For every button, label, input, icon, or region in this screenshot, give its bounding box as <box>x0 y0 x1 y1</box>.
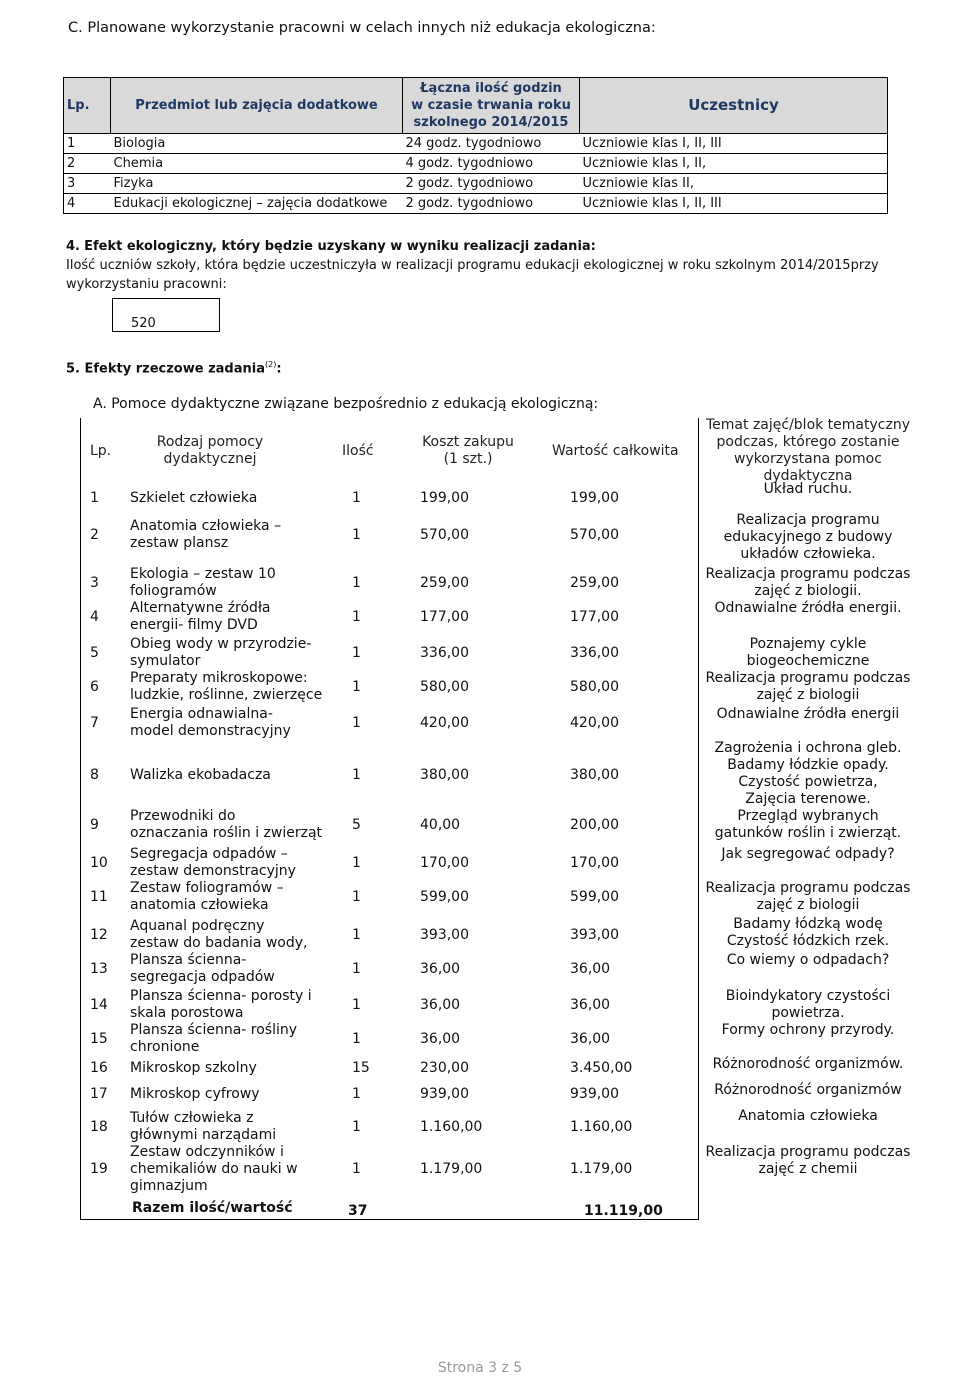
table1-cell-participants: Uczniowie klas I, II, <box>580 154 888 174</box>
row-topic-line: Badamy łódzką wodę <box>733 916 883 932</box>
row-topic-line: Odnawialne źródła energii. <box>714 600 902 616</box>
section-5-colon: : <box>276 361 282 377</box>
row-unit-cost: 177,00 <box>420 608 469 625</box>
section-4-number: 4. <box>66 239 80 254</box>
row-topic <box>698 636 918 670</box>
row-qty: 1 <box>352 767 361 783</box>
row-aid-name: Preparaty mikroskopowe: <box>130 670 308 686</box>
row-aid-name: Tułów człowieka z <box>130 1110 254 1126</box>
row-topic-line: Różnorodność organizmów. <box>712 1056 904 1072</box>
row-total-value: 36,00 <box>570 960 611 977</box>
row-aid-name: chronione <box>130 1039 200 1055</box>
row-total-value: 259,00 <box>570 574 619 591</box>
row-topic-line: zajęć z biologii. <box>754 583 862 599</box>
table1-row <box>64 134 888 154</box>
row-topic-line: Anatomia człowieka <box>738 1108 878 1124</box>
table1-cell-hours: 2 godz. tygodniowo <box>403 194 580 214</box>
row-total-value: 336,00 <box>570 644 619 661</box>
row-total-value: 3.450,00 <box>570 1060 633 1076</box>
row-total-value: 36,00 <box>570 1030 611 1047</box>
col-hours-line2: w czasie trwania roku <box>411 98 571 113</box>
row-lp: 1 <box>90 490 99 506</box>
row-lp: 12 <box>90 926 108 943</box>
t2-header-topic <box>698 417 918 485</box>
row-topic <box>698 670 918 704</box>
row-unit-cost: 570,00 <box>420 526 469 543</box>
t2-header-type-line1: Rodzaj pomocy <box>156 434 264 450</box>
total-label: Razem ilość/wartość <box>132 1200 293 1216</box>
row-lp: 2 <box>90 526 99 543</box>
row-aid-name: oznaczania roślin i zwierząt <box>130 825 323 841</box>
row-topic-line: Czystość powietrza, <box>738 774 878 790</box>
row-topic <box>698 952 918 969</box>
row-aid-name: Mikroskop cyfrowy <box>130 1086 260 1102</box>
row-qty: 5 <box>352 816 361 833</box>
row-lp: 19 <box>90 1161 108 1177</box>
row-lp: 11 <box>90 888 108 905</box>
row-total-value: 177,00 <box>570 608 619 625</box>
row-topic <box>698 1022 918 1039</box>
row-qty: 1 <box>352 526 361 543</box>
row-unit-cost: 599,00 <box>420 888 469 905</box>
row-topic <box>698 600 918 617</box>
row-total-value: 1.179,00 <box>570 1161 633 1177</box>
section-5-title: 5. Efekty rzeczowe zadania <box>66 361 265 377</box>
row-qty: 1 <box>352 926 361 943</box>
row-unit-cost: 199,00 <box>420 490 469 506</box>
table1-cell-hours: 2 godz. tygodniowo <box>403 174 580 194</box>
row-qty: 1 <box>352 960 361 977</box>
row-total-value: 420,00 <box>570 714 619 731</box>
row-aid-name: Zestaw foliogramów – <box>130 880 284 896</box>
row-aid-name: Ekologia – zestaw 10 <box>130 566 276 582</box>
col-hours <box>403 78 580 134</box>
row-unit-cost: 580,00 <box>420 678 469 695</box>
row-topic-line: edukacyjnego z budowy <box>723 529 893 545</box>
col-subject: Przedmiot lub zajęcia dodatkowe <box>111 78 403 134</box>
row-aid-name: foliogramów <box>130 583 217 599</box>
row-unit-cost: 170,00 <box>420 854 469 871</box>
row-lp: 17 <box>90 1086 108 1102</box>
row-aid-name: energii- filmy DVD <box>130 617 258 633</box>
row-unit-cost: 259,00 <box>420 574 469 591</box>
table1-cell-subject: Edukacji ekologicznej – zajęcia dodatkowe <box>111 194 403 214</box>
student-count-box <box>112 298 220 332</box>
row-aid-name: Energia odnawialna- <box>130 706 273 722</box>
row-aid-name: Alternatywne źródła <box>130 600 271 616</box>
row-topic-line: Formy ochrony przyrody. <box>721 1022 895 1038</box>
t2-header-topic-line4: dydaktyczna <box>763 468 853 484</box>
row-total-value: 599,00 <box>570 888 619 905</box>
section-4-line2: wykorzystaniu pracowni: <box>66 277 227 292</box>
row-aid-name: chemikaliów do nauki w <box>130 1161 298 1177</box>
table1-cell-lp: 3 <box>64 174 111 194</box>
row-topic-line: Przegląd wybranych <box>737 808 879 824</box>
row-qty: 1 <box>352 608 361 625</box>
row-aid-name: Mikroskop szkolny <box>130 1060 257 1076</box>
section-4 <box>66 237 906 294</box>
table1-row <box>64 154 888 174</box>
row-aid-name: skala porostowa <box>130 1005 244 1021</box>
row-aid-name: Plansza ścienna- <box>130 952 247 968</box>
row-total-value: 939,00 <box>570 1086 619 1102</box>
row-qty: 1 <box>352 888 361 905</box>
row-topic-line: Czystość łódzkich rzek. <box>726 933 890 949</box>
row-qty: 1 <box>352 996 361 1013</box>
row-unit-cost: 336,00 <box>420 644 469 661</box>
row-unit-cost: 939,00 <box>420 1086 469 1102</box>
row-lp: 18 <box>90 1118 108 1135</box>
row-topic <box>698 988 918 1022</box>
row-qty: 1 <box>352 678 361 695</box>
t2-header-topic-line2: podczas, którego zostanie <box>716 434 900 450</box>
section-5-footnote: (2) <box>264 360 277 369</box>
row-aid-name: Plansza ścienna- rośliny <box>130 1022 298 1038</box>
row-aid-name: Obieg wody w przyrodzie- <box>130 636 312 652</box>
row-topic-line: gatunków roślin i zwierząt. <box>714 825 902 841</box>
row-topic-line: Realizacja programu podczas <box>705 566 911 582</box>
row-unit-cost: 380,00 <box>420 767 469 783</box>
table1-cell-hours: 4 godz. tygodniowo <box>403 154 580 174</box>
row-unit-cost: 1.179,00 <box>420 1161 483 1177</box>
row-topic <box>698 1056 918 1073</box>
row-topic <box>698 880 918 914</box>
col-participants: Uczestnicy <box>580 78 888 134</box>
t2-header-type <box>140 434 280 468</box>
row-aid-name: zestaw do badania wody, <box>130 935 308 951</box>
row-aid-name: segregacja odpadów <box>130 969 275 985</box>
table1-cell-lp: 4 <box>64 194 111 214</box>
section-c-title: C. Planowane wykorzystanie pracowni w celach innych niż edukacja ekologiczna: <box>68 20 656 36</box>
row-topic-line: powietrza. <box>771 1005 845 1021</box>
row-unit-cost: 36,00 <box>420 1030 461 1047</box>
row-qty: 1 <box>352 490 361 506</box>
row-topic <box>698 846 918 863</box>
row-topic-line: Realizacja programu podczas <box>705 670 911 686</box>
row-topic-line: Badamy łódzkie opady. <box>727 757 889 773</box>
row-total-value: 170,00 <box>570 854 619 871</box>
row-lp: 15 <box>90 1030 108 1047</box>
table1-cell-hours: 24 godz. tygodniowo <box>403 134 580 154</box>
row-topic-line: Różnorodność organizmów <box>714 1082 902 1098</box>
t2-header-topic-line3: wykorzystana pomoc <box>734 451 882 467</box>
row-unit-cost: 1.160,00 <box>420 1118 483 1135</box>
total-qty: 37 <box>348 1203 368 1219</box>
row-topic <box>698 481 918 498</box>
row-aid-name: gimnazjum <box>130 1178 208 1194</box>
row-topic <box>698 916 918 950</box>
row-topic-line: Jak segregować odpady? <box>721 846 895 862</box>
row-topic-line: Zajęcia terenowe. <box>745 791 871 807</box>
row-aid-name: symulator <box>130 653 201 669</box>
total-value: 11.119,00 <box>584 1203 663 1219</box>
row-aid-name: Plansza ścienna- porosty i <box>130 988 312 1004</box>
row-lp: 8 <box>90 767 99 783</box>
row-total-value: 200,00 <box>570 816 619 833</box>
row-qty: 1 <box>352 714 361 731</box>
col-lp: Lp. <box>64 78 111 134</box>
row-total-value: 570,00 <box>570 526 619 543</box>
row-unit-cost: 393,00 <box>420 926 469 943</box>
row-topic <box>698 1144 918 1178</box>
t2-header-topic-line1: Temat zajęć/blok tematyczny <box>706 417 910 433</box>
row-aid-name: zestaw plansz <box>130 535 229 551</box>
row-lp: 5 <box>90 644 99 661</box>
row-topic <box>698 740 918 808</box>
row-unit-cost: 36,00 <box>420 960 461 977</box>
col-hours-line3: szkolnego 2014/2015 <box>413 115 569 130</box>
row-topic-line: Odnawialne źródła energii <box>716 706 900 722</box>
row-total-value: 36,00 <box>570 996 611 1013</box>
table1-cell-lp: 1 <box>64 134 111 154</box>
row-lp: 10 <box>90 854 108 871</box>
row-topic-line: Realizacja programu podczas <box>705 880 911 896</box>
t2-header-cost-line2: (1 szt.) <box>443 451 493 467</box>
row-topic-line: biogeochemiczne <box>746 653 870 669</box>
row-topic <box>698 1108 918 1125</box>
row-unit-cost: 36,00 <box>420 996 461 1013</box>
row-qty: 1 <box>352 1118 361 1135</box>
row-aid-name: model demonstracyjny <box>130 723 291 739</box>
row-lp: 9 <box>90 816 99 833</box>
row-lp: 13 <box>90 960 108 977</box>
row-total-value: 393,00 <box>570 926 619 943</box>
row-topic-line: Realizacja programu <box>736 512 880 528</box>
row-total-value: 580,00 <box>570 678 619 695</box>
table1-row <box>64 194 888 214</box>
row-qty: 15 <box>352 1060 370 1076</box>
row-lp: 14 <box>90 996 108 1013</box>
row-total-value: 380,00 <box>570 767 619 783</box>
row-lp: 7 <box>90 714 99 731</box>
t2-header-cost <box>408 434 528 468</box>
student-count: 520 <box>131 316 156 331</box>
planned-usage-table <box>63 77 888 214</box>
row-qty: 1 <box>352 644 361 661</box>
row-aid-name: ludzkie, roślinne, zwierzęce <box>130 687 323 703</box>
row-topic-line: Poznajemy cykle <box>749 636 867 652</box>
t2-header-qty: Ilość <box>342 443 374 459</box>
row-aid-name: Anatomia człowieka – <box>130 518 282 534</box>
row-qty: 1 <box>352 1030 361 1047</box>
row-topic <box>698 706 918 723</box>
row-aid-name: Szkielet człowieka <box>130 490 258 506</box>
row-topic-line: Zagrożenia i ochrona gleb. <box>714 740 902 756</box>
row-topic <box>698 808 918 842</box>
t2-header-lp: Lp. <box>90 443 112 459</box>
row-aid-name: anatomia człowieka <box>130 897 269 913</box>
row-total-value: 199,00 <box>570 490 619 506</box>
row-aid-name: głównymi narządami <box>130 1127 277 1143</box>
row-aid-name: Aquanal podręczny <box>130 918 265 934</box>
t2-header-value: Wartość całkowita <box>552 443 679 459</box>
page-footer: Strona 3 z 5 <box>437 1360 523 1376</box>
row-aid-name: zestaw demonstracyjny <box>130 863 296 879</box>
row-qty: 1 <box>352 854 361 871</box>
row-topic-line: Realizacja programu podczas <box>705 1144 911 1160</box>
section-a-title: A. Pomoce dydaktyczne związane bezpośrednio z edukacją ekologiczną: <box>93 396 599 412</box>
row-topic <box>698 1082 918 1099</box>
row-aid-name: Przewodniki do <box>130 808 236 824</box>
row-topic <box>698 512 918 563</box>
row-lp: 3 <box>90 574 99 591</box>
row-unit-cost: 230,00 <box>420 1060 469 1076</box>
row-topic-line: zajęć z biologii <box>756 687 860 703</box>
table1-cell-subject: Fizyka <box>111 174 403 194</box>
section-5-heading <box>66 360 282 376</box>
row-aid-name: Segregacja odpadów – <box>130 846 288 862</box>
row-unit-cost: 40,00 <box>420 816 461 833</box>
row-lp: 4 <box>90 608 99 625</box>
row-aid-name: Zestaw odczynników i <box>130 1144 284 1160</box>
row-lp: 16 <box>90 1060 108 1076</box>
table1-cell-subject: Chemia <box>111 154 403 174</box>
row-topic-line: Co wiemy o odpadach? <box>726 952 890 968</box>
col-hours-line1: Łączna ilość godzin <box>420 81 562 96</box>
t2-header-type-line2: dydaktycznej <box>163 451 257 467</box>
row-topic-line: zajęć z chemii <box>758 1161 858 1177</box>
row-qty: 1 <box>352 574 361 591</box>
row-topic-line: układów człowieka. <box>740 546 876 562</box>
table1-cell-participants: Uczniowie klas I, II, III <box>580 134 888 154</box>
table1-cell-lp: 2 <box>64 154 111 174</box>
row-topic <box>698 566 918 600</box>
t2-header-cost-line1: Koszt zakupu <box>422 434 514 450</box>
table1-row <box>64 174 888 194</box>
section-4-line1: Ilość uczniów szkoły, która będzie uczestniczyła w realizacji programu edukacji ekologicznej w roku szkolnym 2014/2015przy <box>66 258 879 273</box>
row-qty: 1 <box>352 1161 361 1177</box>
row-unit-cost: 420,00 <box>420 714 469 731</box>
row-topic-line: zajęć z biologii <box>756 897 860 913</box>
row-qty: 1 <box>352 1086 361 1102</box>
row-lp: 6 <box>90 678 99 695</box>
section-4-heading: Efekt ekologiczny, który będzie uzyskany w wyniku realizacji zadania: <box>84 239 596 254</box>
table1-cell-participants: Uczniowie klas II, <box>580 174 888 194</box>
row-topic-line: Bioindykatory czystości <box>725 988 891 1004</box>
table1-cell-participants: Uczniowie klas I, II, III <box>580 194 888 214</box>
table1-cell-subject: Biologia <box>111 134 403 154</box>
row-topic-line: Układ ruchu. <box>763 481 853 497</box>
row-total-value: 1.160,00 <box>570 1118 633 1135</box>
row-aid-name: Walizka ekobadacza <box>130 767 271 783</box>
